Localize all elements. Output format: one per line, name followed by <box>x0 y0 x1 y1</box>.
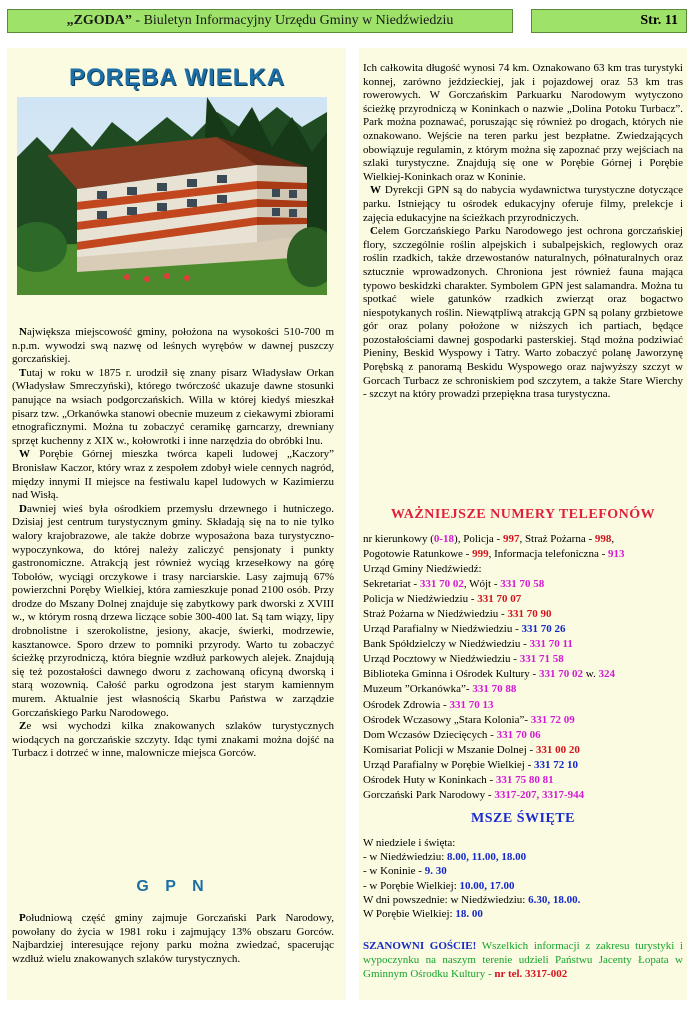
label-text: , Straż Pożarna - <box>519 533 595 545</box>
phone-row <box>363 562 683 577</box>
phone-row <box>363 743 683 758</box>
phone-number: 3317-207, 3317-944 <box>494 788 585 801</box>
phone-number: 997 <box>502 533 520 545</box>
label-text: Urząd Pocztowy w Niedźwiedziu - <box>363 653 520 666</box>
phone-number: 9. 30 <box>424 865 447 878</box>
phone-number: 331 70 26 <box>521 623 566 636</box>
phone-row <box>363 547 683 562</box>
label-text: Urząd Parafialny w Porębie Wielkiej - <box>363 758 535 771</box>
paragraph: Ich całkowita długość wynosi 74 km. Oznakowano 63 km tras turystyki konnej, zarówno jeździeckiej, jak i pojazdowej oraz 53 km tras rowerowych. W Gorczańskim Parkuarku Narodowym wytyczono ścieżkę przyrodniczą w Koninkach o nazwie „Dolina Potoku Turbacz”. Park można poznawać, poruszając się również po drogach, których nie oznakowano. Wejście na teren parku jest bezpłatne. Zwiedzających obowiązuje regulamin, z którym można się zapoznać przy wejściach na szlaki turystyczne. Znajdują się one w Porębie Górnej i Porębie Wielkiej-Koninkach oraz w Koninie. <box>363 62 683 183</box>
phone-number: 0-18 <box>433 533 455 545</box>
visitor-info-footer <box>363 939 683 982</box>
phone-number: 331 70 13 <box>449 698 494 711</box>
label-text: Urząd Gminy Niedźwiedź: <box>363 563 482 576</box>
footer-phone: nr tel. 3317-002 <box>494 968 568 981</box>
phone-number: 913 <box>607 548 625 561</box>
phone-row <box>363 698 683 713</box>
phone-number: 331 71 58 <box>519 653 564 666</box>
mass-row <box>363 864 683 878</box>
paragraph: Celem Gorczańskiego Parku Narodowego jest ochrona gorczańskiej flory, szczególnie roślin alpejskich i subalpejskich, reglowych oraz roślin rzadkich, także drzewostanów naturalnych, półnaturalnych oraz sztucznie wprowadzonych. Chroniona jest również fauna mająca typowo beskidzki charakter. Symbolem GPN jest salamandra. Można tu spotkać wiele gatunków rzadkich zwierząt oraz bogactwo niespotykanych roślin. Niewątpliwą atrakcją GPN są polany grzbietowe gór oraz polany położone w niższych ich partiach, będące pozostałościami dawnej gospodarki pasterskiej. Stąd można podziwiać Pieniny, Beskid Wyspowy i Tatry. Warto zobaczyć polanę Jaworzynę Porębską z panoramą Beskidu Wyspowego oraz najwyższy szczyt w Gorcach Turbacz ze schroniskiem pod szczytem, a także Stare Wierchy - szczyt na który prowadzi przepiękna trasa turystyczna. <box>363 225 683 401</box>
paragraph: W Dyrekcji GPN są do nabycia wydawnictwa turystyczne dotyczące parku. Istniejący tu ośrodek edukacyjny oferuje filmy, prelekcje i zajęcia edukacyjne na ścieżkach przyrodniczych. <box>363 184 683 224</box>
bulletin-name: „ZGODA” <box>66 13 132 28</box>
mass-row <box>363 836 683 850</box>
phone-number: 998 <box>594 533 612 545</box>
greeting: SZANOWNI GOŚCIE! <box>363 940 477 952</box>
phone-row <box>363 713 683 728</box>
phone-number: 331 72 09 <box>530 713 575 726</box>
phones-heading: WAŻNIEJSZE NUMERY TELEFONÓW <box>390 507 656 522</box>
label-text: Dom Wczasów Dziecięcych - <box>363 728 497 741</box>
label-text: Pogotowie Ratunkowe - <box>363 548 473 561</box>
label-text: W niedziele i święta: <box>363 837 456 849</box>
label-text: Urząd Parafialny w Niedźwiedziu - <box>363 623 522 636</box>
phone-row <box>363 592 683 607</box>
phone-row <box>363 532 683 547</box>
paragraph: W Porębie Górnej mieszka twórca kapeli ludowej „Kaczory” Bronisław Kaczor, który wraz z zespołem zdobył wiele cennych nagród, między innymi II miejsce na festiwalu kapel ludowych w Kazimierzu nad Wisłą. <box>12 448 334 502</box>
paragraph: Dawniej wieś była ośrodkiem przemysłu drzewnego i hutniczego. Dzisiaj jest centrum turystycznym gminy. Składają się na to nie tylko walory krajobrazowe, ale także dobrze wyposażona baza turystyczno-wypoczynkowa, do której należy zaliczyć pensjonaty i punkty gastronomiczne. Atrakcją jest również wyciąg krzesełkowy na górę Tobołów, wyciągi orczykowe i trasy narciarskie. Lasy zajmują 67% powierzchni Poręby Wielkiej, która zamieszkuje ponad 2100 osób. Przy drodze do Mszany Dolnej znajduje się zabytkowy park dworski z XVIII w., w którym rosną drzewa liczące sobie 300-400 lat. Są tam wiązy, lipy drobnolistne i szerokolistne, jesiony, akacje, świerki, modrzewie, kasztanowce. Sporo drzew to pomniki przyrody. Warto tu zobaczyć ścieżkę przyrodniczą, która biegnie wzdłuż parkowych alejek. Znajdują się też pozostałości dawnego dworu z zachowaną oficyną dworską i starą wozownią. Całość parku ogrodzona jest starym kamiennym murem. Aktualnie jest własnością Skarbu Państwa w zarządzie Gorczańskiego Parku Narodowego. <box>12 502 334 719</box>
label-text: , Wójt - <box>463 578 501 591</box>
label-text: Komisariat Policji w Mszanie Dolnej - <box>363 743 536 756</box>
hotel-photo <box>17 97 327 295</box>
label-text: , <box>611 533 615 545</box>
phone-number: 331 70 02 <box>419 578 464 591</box>
phone-row <box>363 607 683 622</box>
label-text: Bank Spółdzielczy w Niedźwiedziu - <box>363 638 530 651</box>
phone-number: 331 75 80 81 <box>495 773 554 786</box>
phone-row <box>363 667 683 682</box>
page-number: Str. 11 <box>531 9 687 33</box>
label-text: nr kierunkowy ( <box>363 533 434 545</box>
label-text: - w Niedźwiedziu: <box>363 851 447 864</box>
masses-heading: MSZE ŚWIĘTE <box>471 811 575 826</box>
label-text: ), Policja - <box>454 533 503 545</box>
label-text: Ośrodek Zdrowia - <box>363 698 450 711</box>
paragraph: Ze wsi wychodzi kilka znakowanych szlaków turystycznych wiodących na gorczańskie szczyty. Idąc tymi znakami można dojść na Turbacz i dotrzeć w inne, malownicze miejsca Gorców. <box>12 720 334 760</box>
label-text: Straż Pożarna w Niedźwiedziu - <box>363 608 508 621</box>
phone-number: 331 70 58 <box>500 578 545 591</box>
label-text: Sekretariat - <box>363 578 420 591</box>
label-text: w. <box>582 668 599 681</box>
paragraph: Największa miejscowość gminy, położona na wysokości 510-700 m n.p.m. wywodzi swą nazwę od leśnych wyrębów w dawnej puszczy gorczańskiej. <box>12 326 334 366</box>
label-text: Gorczański Park Narodowy - <box>363 788 495 801</box>
label-text: , Informacja telefoniczna - <box>488 548 608 561</box>
label-text: - w Koninie - <box>363 865 425 878</box>
gpn-text <box>12 912 334 966</box>
phone-row <box>363 788 683 803</box>
label-text: - w Porębie Wielkiej: <box>363 879 460 892</box>
phone-number: 8.00, 11.00, 18.00 <box>447 851 527 864</box>
phone-number: 331 70 06 <box>496 728 541 741</box>
label-text: W dni powszednie: w Niedźwiedziu: <box>363 893 529 906</box>
phone-row <box>363 577 683 592</box>
label-text: W Porębie Wielkiej: <box>363 908 456 921</box>
phone-row <box>363 728 683 743</box>
phone-number: 331 70 88 <box>472 683 517 696</box>
phone-number: 331 00 20 <box>535 743 580 756</box>
phone-number: 331 70 02 <box>538 668 583 681</box>
phone-number: 18. 00 <box>455 908 483 921</box>
mass-row <box>363 879 683 893</box>
paragraph: Tutaj w roku w 1875 r. urodził się znany pisarz Władysław Orkan (Władysław Smreczyński), którego twórczość ukazuje dawne stosunki panujące na wsiach podgorczańskich. Willa w której kiedyś mieszkał pisarz tzw. „Orkanówka stanowi obecnie muzeum z ciekawymi zbiorami etnograficznymi. Można tu zobaczyć ceramikę garncarzy, drewniany sprzęt kuchenny z XIX w., kołowrotki i inne narzędzia do obróbki lnu. <box>12 366 334 447</box>
label-text: Biblioteka Gminna i Ośrodek Kultury - <box>363 668 539 681</box>
article-title: PORĘBA WIELKA <box>68 64 286 91</box>
phone-row <box>363 758 683 773</box>
phone-number: 324 <box>598 668 615 681</box>
phone-number: 331 70 11 <box>529 638 573 651</box>
paragraph: Południową część gminy zajmuje Gorczański Park Narodowy, powołany do życia w 1981 roku i zajmujący 13% obszaru Gorców. Najbardziej interesujące rejony parku można zwiedzać, spacerując wzdłuż wielu znakowanych szlaków turystycznych. <box>12 912 334 965</box>
phone-number: 331 70 07 <box>477 593 522 606</box>
phone-number: 331 72 10 <box>534 758 579 771</box>
article-left-text <box>12 326 334 761</box>
article-right-text <box>363 62 683 402</box>
phone-number: 6.30, 18.00. <box>528 893 581 906</box>
mass-row <box>363 893 683 907</box>
label-text: Ośrodek Wczasowy „Stara Kolonia”- <box>363 713 531 726</box>
gpn-heading: G P N <box>136 878 210 895</box>
phone-row <box>363 773 683 788</box>
mass-row <box>363 850 683 864</box>
footer-text: Wszelkich informacji z zakresu turystyki i wypoczynku na naszym terenie udzieli Państwu Jacenty Łopata w Gminnym Ośrodku Kultury - <box>363 940 684 981</box>
phone-row <box>363 622 683 637</box>
mass-row <box>363 907 683 921</box>
mass-schedule <box>363 836 683 921</box>
phone-row <box>363 652 683 667</box>
phone-number: 999 <box>472 548 489 561</box>
phone-number: 331 70 90 <box>507 608 552 621</box>
phone-row <box>363 682 683 697</box>
bulletin-subtitle: - Biuletyn Informacyjny Urzędu Gminy w Niedźwiedziu <box>131 13 454 28</box>
label-text: Ośrodek Huty w Koninkach - <box>363 773 496 786</box>
header-bulletin-title <box>7 9 513 33</box>
label-text: Muzeum ”Orkanówka”- <box>363 683 473 696</box>
label-text: Policja w Niedźwiedziu - <box>363 593 478 606</box>
phone-number: 10.00, 17.00 <box>459 879 515 892</box>
phone-row <box>363 637 683 652</box>
phone-list <box>363 532 683 803</box>
